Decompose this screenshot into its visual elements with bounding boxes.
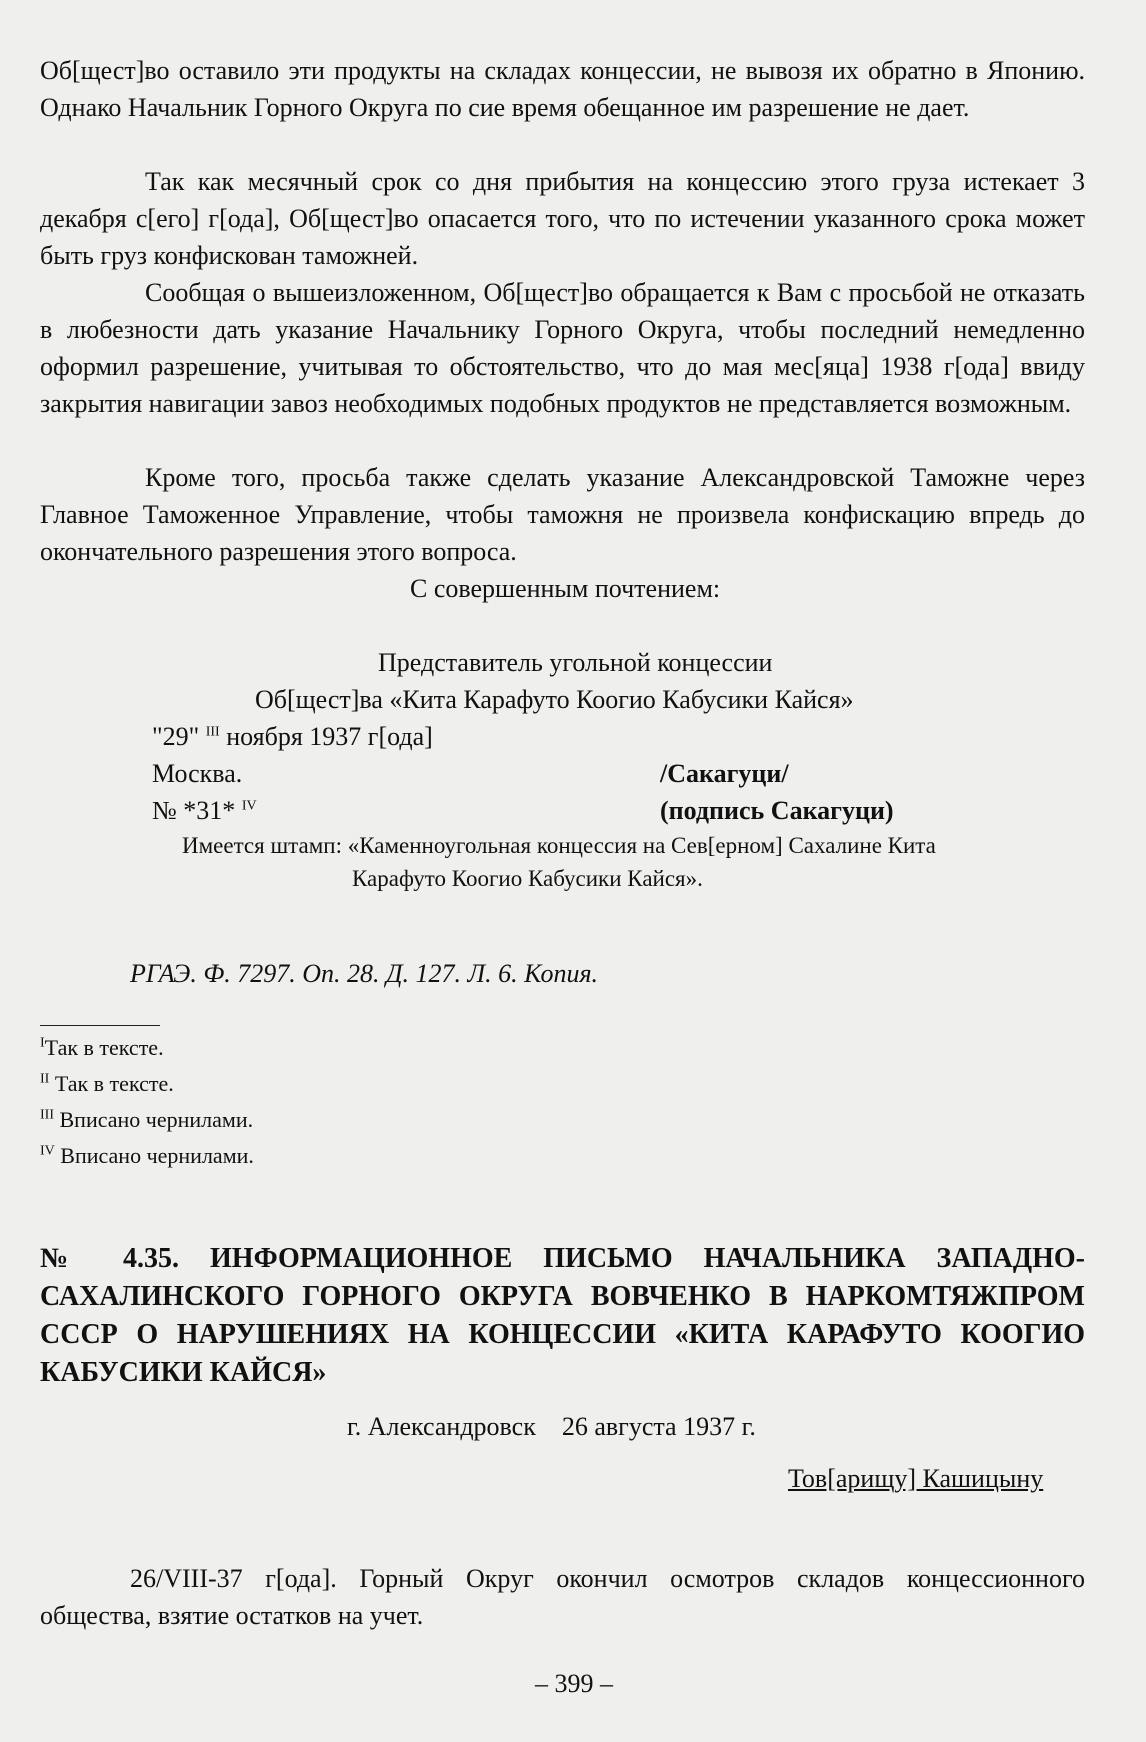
footnote-mark: II: [40, 1071, 50, 1087]
footnote-mark: IV: [40, 1143, 55, 1159]
footnote-divider: [40, 1025, 160, 1026]
document-number-text: № *31*: [152, 796, 236, 825]
addressee: Тов[арищу] Кашицыну: [788, 1464, 1044, 1493]
paragraph-3: Сообщая о вышеизложенном, Об[щест]во обращается к Вам с просьбой не отказать в любезности дать указание Начальнику Горного Округа, чтобы последний немедленно оформил разрешение, учитывая то обстоятельство, что до мая мес[яца] 1938 г[ода] ввиду закрытия навигации завоз необходимых подобных продуктов не представляется возможным.: [40, 278, 1085, 418]
paragraph-4: Кроме того, просьба также сделать указание Александровской Таможне через Главное Таможенное Управление, чтобы таможня не произвела конфискацию впредь до окончательного разрешения этого вопроса.: [40, 463, 1085, 566]
date-month-year: ноября 1937 г[ода]: [226, 722, 433, 751]
paragraph-1: Об[щест]во оставило эти продукты на складах концессии, не вывозя их обратно в Японию. Однако Начальник Горного Округа по сие время обещанное им разрешение не дает.: [40, 56, 1085, 122]
footnote-ref-4: IV: [241, 798, 257, 814]
page-number: – 399 –: [535, 1669, 613, 1698]
footnote-2: [40, 1066, 174, 1102]
footnote-text: Вписано чернилами.: [59, 1107, 254, 1132]
footnote-4: [40, 1138, 254, 1174]
document-number: [152, 792, 257, 829]
footnote-text: Так в тексте.: [54, 1071, 174, 1096]
footnote-text: Вписано чернилами.: [60, 1143, 254, 1168]
footnote-ref-3: III: [205, 724, 220, 740]
paragraph-2: Так как месячный срок со дня прибытия на концессию этого груза истекает 3 декабря с[его] г[ода], Об[щест]во опасается того, что по истечении указанного срока может быть груз конфискован таможней.: [40, 167, 1085, 270]
place-date: г. Александровск 26 августа 1937 г.: [347, 1412, 756, 1441]
signature-position: Представитель угольной концессии: [378, 648, 773, 677]
signature-date: [152, 718, 433, 755]
date-day: "29": [152, 722, 200, 751]
final-paragraph: 26/VIII-37 г[ода]. Горный Округ окончил осмотров складов концессионного общества, взятие остатков на учет.: [40, 1564, 1085, 1630]
stamp-note-line2: Карафуто Коогио Кабусики Кайся».: [352, 866, 703, 891]
footnote-mark: III: [40, 1107, 54, 1123]
signature-note: (подпись Сакагуци): [660, 796, 894, 825]
footnote-1: [40, 1030, 164, 1066]
closing-salutation: С совершенным почтением:: [410, 574, 721, 603]
footnote-3: [40, 1102, 253, 1138]
signature-city: Москва.: [152, 759, 243, 788]
footnote-mark: I: [40, 1035, 45, 1051]
signature-company: Об[щест]ва «Кита Карафуто Коогио Кабусики Кайся»: [255, 685, 854, 714]
footnote-text: Так в тексте.: [44, 1035, 164, 1060]
signature-name: /Сакагуци/: [660, 759, 789, 788]
document-heading: № 4.35. ИНФОРМАЦИОННОЕ ПИСЬМО НАЧАЛЬНИКА ЗАПАДНО-САХАЛИНСКОГО ГОРНОГО ОКРУГА ВОВЧЕНКО В НАРКОМТЯЖПРОМ СССР О НАРУШЕНИЯХ НА КОНЦЕССИИ «КИТА КАРАФУТО КООГИО КАБУСИКИ КАЙСЯ»: [40, 1243, 1085, 1388]
stamp-note-line1: Имеется штамп: «Каменноугольная концессия на Сев[ерном] Сахалине Кита: [182, 833, 936, 858]
archive-source: РГАЭ. Ф. 7297. Оп. 28. Д. 127. Л. 6. Копия.: [130, 959, 599, 988]
